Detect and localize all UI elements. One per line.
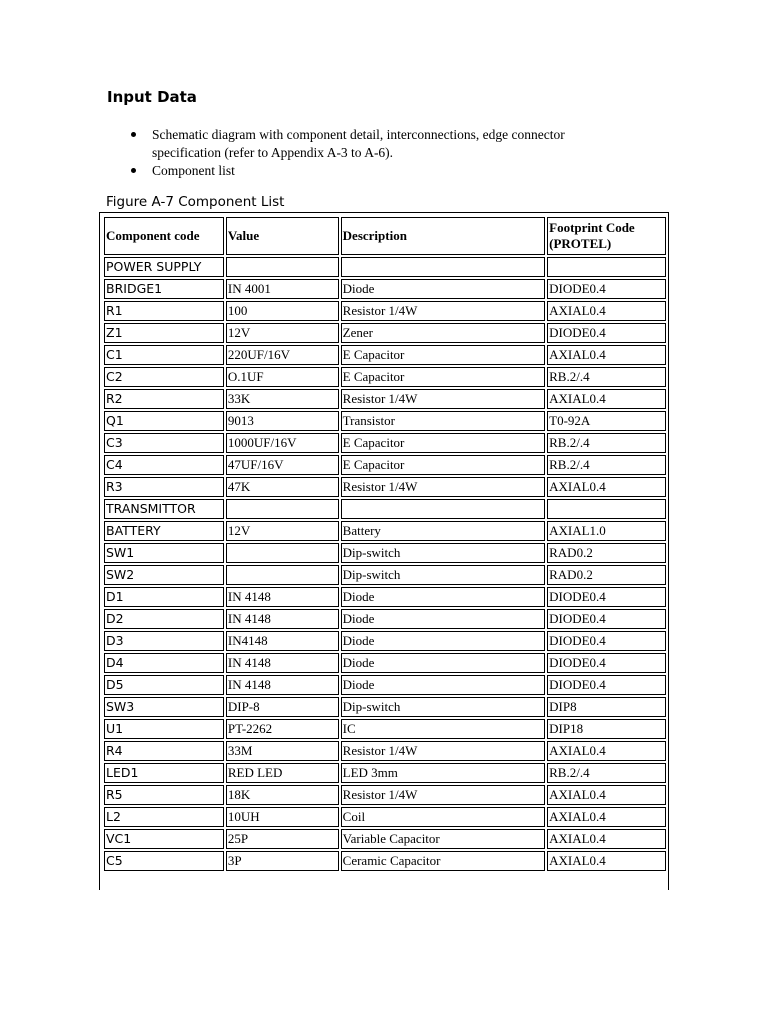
cell-component-code: Q1: [104, 411, 224, 431]
table-row: [104, 609, 666, 629]
cell-description: Diode: [341, 631, 545, 651]
cell-component-code: D3: [104, 631, 224, 651]
cell-value: 47UF/16V: [226, 455, 339, 475]
cell-value: 12V: [226, 521, 339, 541]
cell-component-code: POWER SUPPLY: [104, 257, 224, 277]
table-row: [104, 279, 666, 299]
table-header-row: [104, 217, 666, 255]
cell-footprint: DIODE0.4: [547, 631, 666, 651]
cell-component-code: R2: [104, 389, 224, 409]
table-body: [104, 257, 666, 871]
header-footprint-code: Footprint Code (PROTEL): [547, 217, 666, 255]
cell-value: IN 4148: [226, 653, 339, 673]
header-description: Description: [341, 217, 545, 255]
cell-value: IN 4001: [226, 279, 339, 299]
cell-description: Resistor 1/4W: [341, 301, 545, 321]
cell-component-code: R4: [104, 741, 224, 761]
cell-footprint: DIODE0.4: [547, 653, 666, 673]
cell-component-code: D4: [104, 653, 224, 673]
header-component-code: Component code: [104, 217, 224, 255]
cell-description: Transistor: [341, 411, 545, 431]
cell-description: Dip-switch: [341, 565, 545, 585]
cell-value: IN 4148: [226, 675, 339, 695]
table-row: [104, 543, 666, 563]
cell-value: [226, 543, 339, 563]
table-row: [104, 719, 666, 739]
table-row: [104, 521, 666, 541]
cell-description: Diode: [341, 279, 545, 299]
cell-value: 10UH: [226, 807, 339, 827]
table-row: [104, 741, 666, 761]
table-row: [104, 499, 666, 519]
cell-footprint: AXIAL0.4: [547, 829, 666, 849]
cell-component-code: U1: [104, 719, 224, 739]
table-row: [104, 345, 666, 365]
cell-description: Diode: [341, 675, 545, 695]
cell-description: Dip-switch: [341, 543, 545, 563]
cell-description: Ceramic Capacitor: [341, 851, 545, 871]
bullet-list: [128, 126, 628, 180]
cell-value: RED LED: [226, 763, 339, 783]
cell-value: 220UF/16V: [226, 345, 339, 365]
cell-footprint: DIP8: [547, 697, 666, 717]
cell-footprint: RAD0.2: [547, 565, 666, 585]
cell-description: E Capacitor: [341, 433, 545, 453]
header-value: Value: [226, 217, 339, 255]
cell-description: Zener: [341, 323, 545, 343]
table-row: [104, 411, 666, 431]
cell-description: Diode: [341, 587, 545, 607]
cell-footprint: DIODE0.4: [547, 279, 666, 299]
cell-footprint: [547, 257, 666, 277]
table-row: [104, 257, 666, 277]
cell-footprint: AXIAL0.4: [547, 389, 666, 409]
table-row: [104, 763, 666, 783]
cell-component-code: C1: [104, 345, 224, 365]
cell-value: [226, 499, 339, 519]
cell-component-code: SW3: [104, 697, 224, 717]
cell-footprint: RB.2/.4: [547, 763, 666, 783]
cell-description: Coil: [341, 807, 545, 827]
cell-description: E Capacitor: [341, 345, 545, 365]
cell-footprint: RB.2/.4: [547, 367, 666, 387]
table-row: [104, 675, 666, 695]
cell-description: Resistor 1/4W: [341, 477, 545, 497]
cell-footprint: AXIAL0.4: [547, 785, 666, 805]
cell-component-code: TRANSMITTOR: [104, 499, 224, 519]
cell-value: 12V: [226, 323, 339, 343]
cell-footprint: DIODE0.4: [547, 323, 666, 343]
table-row: [104, 477, 666, 497]
table-row: [104, 301, 666, 321]
cell-footprint: RB.2/.4: [547, 433, 666, 453]
cell-description: E Capacitor: [341, 367, 545, 387]
cell-component-code: D2: [104, 609, 224, 629]
cell-description: Variable Capacitor: [341, 829, 545, 849]
cell-description: [341, 499, 545, 519]
table-row: [104, 323, 666, 343]
table-row: [104, 389, 666, 409]
component-table: [102, 215, 668, 873]
table-row: [104, 433, 666, 453]
cell-description: Battery: [341, 521, 545, 541]
cell-footprint: AXIAL0.4: [547, 807, 666, 827]
cell-value: 9013: [226, 411, 339, 431]
cell-component-code: R5: [104, 785, 224, 805]
cell-component-code: VC1: [104, 829, 224, 849]
cell-description: E Capacitor: [341, 455, 545, 475]
table-row: [104, 587, 666, 607]
cell-description: IC: [341, 719, 545, 739]
table-row: [104, 367, 666, 387]
cell-description: Dip-switch: [341, 697, 545, 717]
cell-description: Resistor 1/4W: [341, 785, 545, 805]
table-row: [104, 631, 666, 651]
cell-footprint: DIODE0.4: [547, 609, 666, 629]
table-row: [104, 851, 666, 871]
cell-value: 1000UF/16V: [226, 433, 339, 453]
cell-component-code: LED1: [104, 763, 224, 783]
cell-footprint: DIP18: [547, 719, 666, 739]
component-table-frame: [99, 212, 669, 890]
cell-footprint: DIODE0.4: [547, 675, 666, 695]
cell-footprint: AXIAL0.4: [547, 741, 666, 761]
cell-description: Resistor 1/4W: [341, 389, 545, 409]
cell-value: O.1UF: [226, 367, 339, 387]
cell-value: DIP-8: [226, 697, 339, 717]
cell-value: 25P: [226, 829, 339, 849]
cell-component-code: SW1: [104, 543, 224, 563]
cell-component-code: L2: [104, 807, 224, 827]
cell-footprint: AXIAL1.0: [547, 521, 666, 541]
cell-value: IN4148: [226, 631, 339, 651]
cell-value: 3P: [226, 851, 339, 871]
cell-component-code: R3: [104, 477, 224, 497]
cell-value: 47K: [226, 477, 339, 497]
cell-footprint: T0-92A: [547, 411, 666, 431]
cell-description: LED 3mm: [341, 763, 545, 783]
table-row: [104, 653, 666, 673]
table-row: [104, 829, 666, 849]
cell-component-code: C2: [104, 367, 224, 387]
cell-value: IN 4148: [226, 609, 339, 629]
cell-component-code: Z1: [104, 323, 224, 343]
table-row: [104, 697, 666, 717]
page-title: Input Data: [107, 88, 197, 106]
cell-footprint: RAD0.2: [547, 543, 666, 563]
cell-component-code: BRIDGE1: [104, 279, 224, 299]
cell-footprint: AXIAL0.4: [547, 301, 666, 321]
cell-component-code: D5: [104, 675, 224, 695]
cell-value: PT-2262: [226, 719, 339, 739]
cell-component-code: R1: [104, 301, 224, 321]
cell-component-code: C5: [104, 851, 224, 871]
cell-value: [226, 257, 339, 277]
cell-value: IN 4148: [226, 587, 339, 607]
cell-footprint: RB.2/.4: [547, 455, 666, 475]
table-row: [104, 785, 666, 805]
cell-component-code: BATTERY: [104, 521, 224, 541]
cell-footprint: AXIAL0.4: [547, 345, 666, 365]
cell-footprint: AXIAL0.4: [547, 851, 666, 871]
cell-footprint: [547, 499, 666, 519]
cell-component-code: C3: [104, 433, 224, 453]
cell-value: 33M: [226, 741, 339, 761]
cell-footprint: AXIAL0.4: [547, 477, 666, 497]
cell-description: [341, 257, 545, 277]
table-row: [104, 807, 666, 827]
table-row: [104, 455, 666, 475]
cell-value: 33K: [226, 389, 339, 409]
bullet-item: Component list: [128, 162, 628, 180]
bullet-item: Schematic diagram with component detail, interconnections, edge connector specification (refer to Appendix A-3 to A-6).: [128, 126, 628, 162]
cell-component-code: C4: [104, 455, 224, 475]
cell-component-code: SW2: [104, 565, 224, 585]
cell-description: Resistor 1/4W: [341, 741, 545, 761]
cell-value: 18K: [226, 785, 339, 805]
figure-caption: Figure A-7 Component List: [106, 194, 285, 210]
cell-value: [226, 565, 339, 585]
cell-component-code: D1: [104, 587, 224, 607]
cell-footprint: DIODE0.4: [547, 587, 666, 607]
table-row: [104, 565, 666, 585]
cell-description: Diode: [341, 653, 545, 673]
cell-value: 100: [226, 301, 339, 321]
cell-description: Diode: [341, 609, 545, 629]
